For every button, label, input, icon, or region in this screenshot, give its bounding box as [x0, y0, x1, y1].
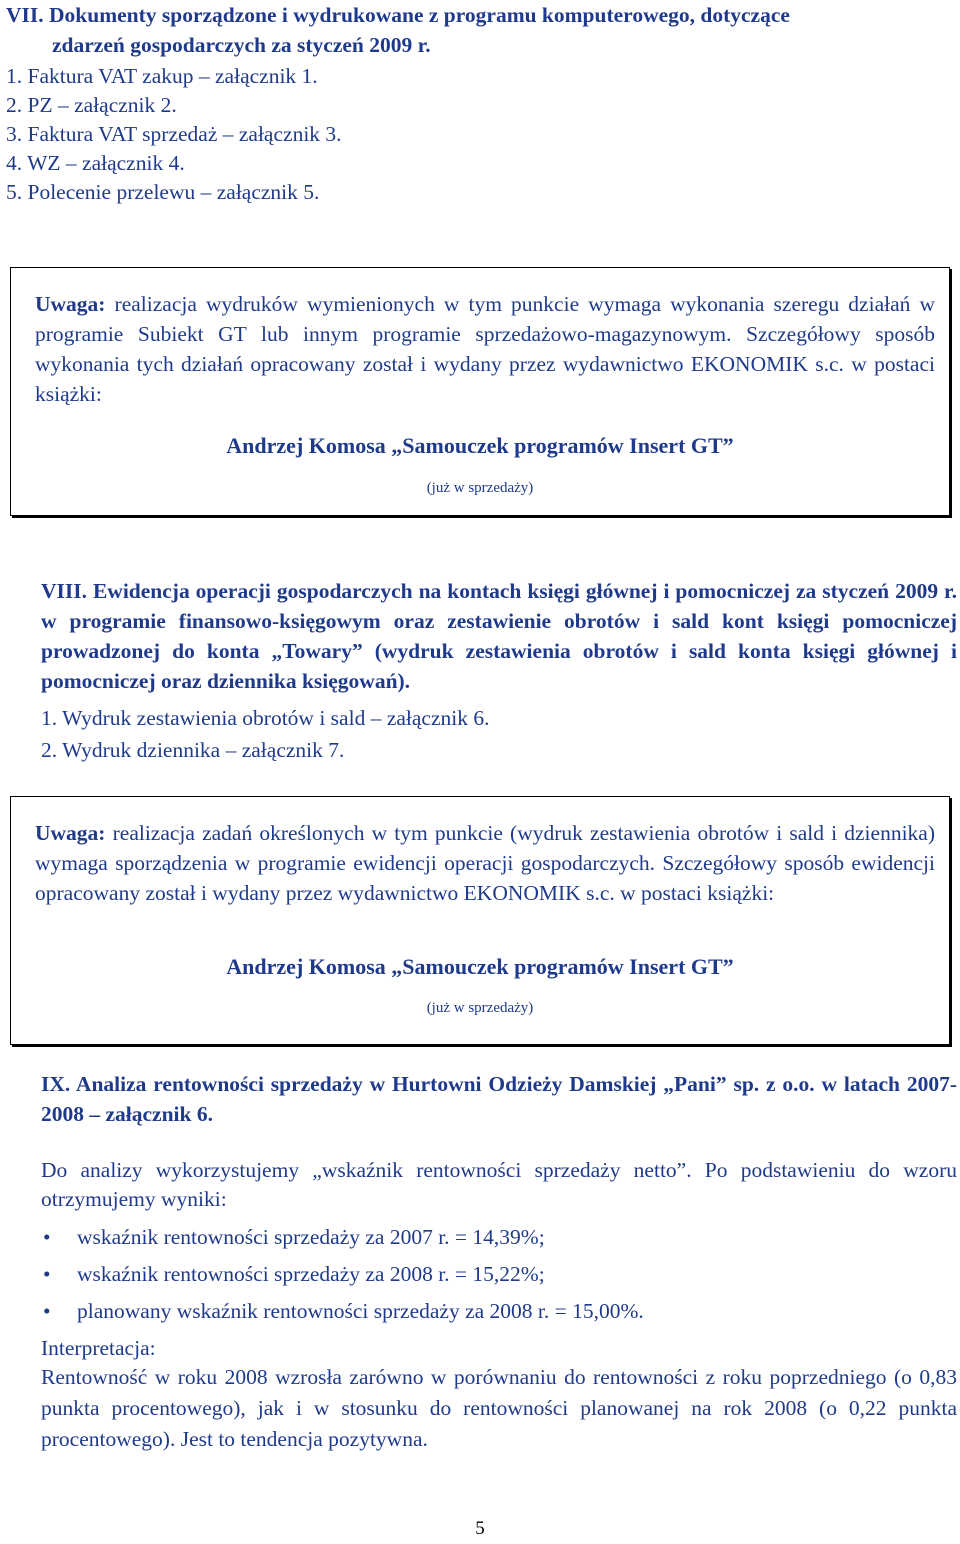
list-item: 1. Wydruk zestawienia obrotów i sald – załącznik 6.: [41, 706, 490, 730]
section-9-intro: Do analizy wykorzystujemy „wskaźnik rentowności sprzedaży netto”. Po podstawieniu do wzoru otrzymujemy wyniki:: [41, 1158, 957, 1211]
list-item: [41, 1219, 644, 1256]
results-list: [41, 1219, 644, 1330]
note-2-text: [35, 818, 935, 908]
list-item-text: wskaźnik rentowności sprzedaży za 2008 r. = 15,22%;: [77, 1262, 545, 1286]
note-1-label: Uwaga:: [35, 292, 106, 316]
list-item: [41, 1256, 644, 1293]
bullet-icon: •: [43, 1299, 51, 1323]
list-item: 3. Faktura VAT sprzedaż – załącznik 3.: [6, 122, 342, 146]
section-7-heading: [6, 0, 956, 60]
interpretation-text: Rentowność w roku 2008 wzrosła zarówno w porównaniu do rentowności z roku poprzedniego (o 0,83 punkta procentowego), jak i w stosunku do rentowności planowanej na rok 2008 (o 0,22 punkta procentowego). Jest to tendencja pozytywna.: [41, 1365, 957, 1451]
note-2-body: realizacja zadań określonych w tym punkcie (wydruk zestawienia obrotów i sald i dziennika) wymaga sporządzenia w programie ewidencji operacji gospodarczych. Szczegółowy sposób ewidencji opracowany został i wydany przez wydawnictwo EKONOMIK s.c. w postaci książki:: [35, 821, 935, 905]
section-7-heading-line1: VII. Dokumenty sporządzone i wydrukowane z programu komputerowego, dotyczące: [6, 3, 790, 27]
section-8-list: [41, 702, 489, 766]
sale-note-1: (już w sprzedaży): [426, 480, 534, 496]
note-box-2: [10, 796, 950, 1045]
list-item: 5. Polecenie przelewu – załącznik 5.: [6, 180, 320, 204]
book-title-2: Andrzej Komosa „Samouczek programów Insert GT”: [226, 954, 734, 979]
list-item-text: wskaźnik rentowności sprzedaży za 2007 r. = 14,39%;: [77, 1225, 545, 1249]
section-9-heading: IX. Analiza rentowności sprzedaży w Hurtowni Odzieży Damskiej „Pani” sp. z o.o. w latach 2007-2008 – załącznik 6.: [41, 1072, 957, 1126]
note-box-1: [10, 267, 950, 516]
interpretation-label: Interpretacja:: [41, 1336, 156, 1360]
list-item: 2. Wydruk dziennika – załącznik 7.: [41, 738, 345, 762]
note-1-text: [35, 289, 935, 409]
sale-note-2: (już w sprzedaży): [426, 1000, 534, 1016]
bullet-icon: •: [43, 1262, 51, 1286]
list-item-text: planowany wskaźnik rentowności sprzedaży za 2008 r. = 15,00%.: [77, 1299, 644, 1323]
section-7-heading-line2: zdarzeń gospodarczych za styczeń 2009 r.: [52, 33, 431, 57]
page-number: 5: [475, 1518, 485, 1539]
bullet-icon: •: [43, 1225, 51, 1249]
section-8-heading: VIII. Ewidencja operacji gospodarczych na kontach księgi głównej i pomocniczej za styczeń 2009 r. w programie finansowo-księgowym oraz zestawienie obrotów i sald kont księgi pomocniczej prowadzonej do konta „Towary” (wydruk zestawienia obrotów i sald konta księgi głównej i pomocniczej oraz dziennika księgowań).: [41, 579, 957, 693]
list-item: 4. WZ – załącznik 4.: [6, 151, 185, 175]
list-item: [41, 1293, 644, 1330]
note-1-body: realizacja wydruków wymienionych w tym punkcie wymaga wykonania szeregu działań w programie Subiekt GT lub innym programie sprzedażowo-magazynowym. Szczegółowy sposób wykonania tych działań opracowany został i wydany przez wydawnictwo EKONOMIK s.c. w postaci książki:: [35, 292, 935, 406]
note-2-label: Uwaga:: [35, 821, 106, 845]
list-item: 1. Faktura VAT zakup – załącznik 1.: [6, 64, 318, 88]
book-title-1: Andrzej Komosa „Samouczek programów Insert GT”: [226, 433, 734, 458]
list-item: 2. PZ – załącznik 2.: [6, 93, 177, 117]
section-7-list: [6, 62, 342, 207]
